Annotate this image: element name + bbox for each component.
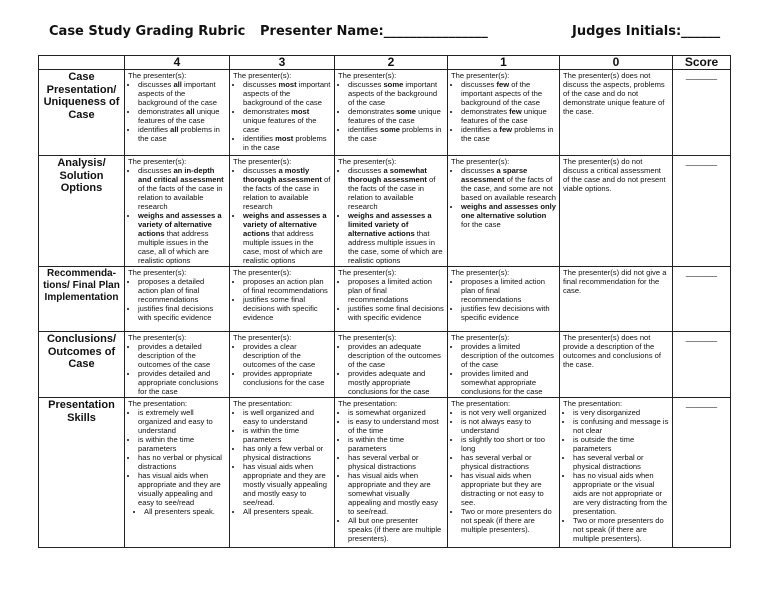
- cell-intro: The presenter(s):: [128, 157, 187, 166]
- item-text: proposes a limited action plan of final recommendations: [348, 277, 432, 304]
- item-text: provides appropriate conclusions for the case: [243, 369, 325, 387]
- criteria-list: [128, 408, 226, 516]
- criteria-item: [138, 304, 226, 322]
- criteria-list: [338, 166, 444, 265]
- criteria-item: [461, 342, 556, 369]
- criteria-item: [348, 304, 444, 322]
- criteria-item: [461, 507, 556, 534]
- rubric-cell: [230, 156, 335, 267]
- item-text: demonstrates: [348, 107, 397, 116]
- criteria-list: [451, 408, 556, 534]
- judges-initials-field: Judges Initials:______: [572, 24, 721, 39]
- rubric-cell: [448, 70, 560, 156]
- score-blank[interactable]: _______: [673, 267, 731, 332]
- item-text: is not always easy to understand: [461, 417, 532, 435]
- criteria-list: [128, 277, 226, 322]
- criteria-item: [144, 507, 226, 516]
- criteria-item: [243, 462, 331, 507]
- criteria-item: [461, 304, 556, 322]
- rubric-cell: [448, 332, 560, 398]
- cell-intro: The presenter(s) do not discuss a critical assessment of the case and do not present viable options.: [563, 157, 666, 193]
- rubric-row: [39, 398, 731, 548]
- cell-intro: The presenter(s):: [128, 71, 187, 80]
- item-text: important aspects of the background of the case: [243, 80, 331, 107]
- item-text: of the important aspects of the background of the case: [461, 80, 543, 107]
- criteria-item: [138, 369, 226, 396]
- item-text: identifies: [348, 125, 381, 134]
- rubric-row: [39, 156, 731, 267]
- item-text: is slightly too short or too long: [461, 435, 545, 453]
- criteria-item: [138, 453, 226, 471]
- score-column-header: Score: [673, 56, 731, 70]
- criteria-item: [138, 125, 226, 143]
- item-text: provides limited and somewhat appropriate conclusions for the case: [461, 369, 543, 396]
- criteria-item: [573, 417, 669, 435]
- cell-intro: The presenter(s):: [451, 71, 510, 80]
- criteria-item: [243, 211, 331, 265]
- criteria-item: [243, 277, 331, 295]
- rubric-title: Case Study Grading Rubric: [49, 24, 246, 39]
- item-text: has several verbal or physical distractions: [573, 453, 644, 471]
- criteria-item: [243, 295, 331, 322]
- item-text: Two or more presenters do not speak (if there are multiple presenters).: [573, 516, 664, 543]
- item-text: discusses: [348, 166, 384, 175]
- item-text: is very disorganized: [573, 408, 641, 417]
- emphasis-text: weighs and assesses a limited variety of alternative actions: [348, 211, 432, 238]
- item-text: discusses: [243, 80, 279, 89]
- rubric-cell: [335, 267, 448, 332]
- item-text: justifies few decisions with specific evidence: [461, 304, 550, 322]
- item-text: identifies a: [461, 125, 500, 134]
- criteria-item: [461, 369, 556, 396]
- criterion-label: Recommenda-tions/ Final Plan Implementation: [39, 267, 125, 332]
- item-text: identifies: [243, 134, 276, 143]
- emphasis-text: few: [496, 80, 510, 89]
- rubric-cell: [125, 267, 230, 332]
- score-blank[interactable]: _______: [673, 156, 731, 267]
- item-text: is outside the time parameters: [573, 435, 635, 453]
- emphasis-text: most: [278, 80, 297, 89]
- cell-intro: The presentation:: [233, 399, 293, 408]
- cell-intro: The presenter(s):: [233, 333, 292, 342]
- emphasis-text: all: [186, 107, 195, 116]
- emphasis-text: few: [499, 125, 513, 134]
- item-text: discusses: [461, 166, 497, 175]
- item-text: that address multiple issues in the case, some of which are realistic options: [348, 229, 443, 265]
- criteria-item: [243, 166, 331, 211]
- criteria-list: [128, 342, 226, 396]
- criteria-item: [138, 166, 226, 211]
- item-text: demonstrates: [461, 107, 510, 116]
- rubric-cell: [335, 332, 448, 398]
- criteria-item: [348, 277, 444, 304]
- item-text: is not very well organized: [461, 408, 547, 417]
- criteria-list: [338, 408, 444, 543]
- item-text: All but one presenter speaks (if there are multiple presenters).: [348, 516, 442, 543]
- criteria-item: [243, 134, 331, 152]
- column-header-1: 1: [448, 56, 560, 70]
- item-text: problems in the case: [348, 125, 442, 143]
- cell-intro: The presenter(s):: [233, 268, 292, 277]
- rubric-cell: [560, 70, 673, 156]
- criteria-item: [461, 125, 556, 143]
- cell-intro: The presenter(s):: [451, 333, 510, 342]
- criteria-item: [348, 107, 444, 125]
- cell-intro: The presentation:: [128, 399, 188, 408]
- item-text: Two or more presenters do not speak (if there are multiple presenters).: [461, 507, 552, 534]
- column-header-4: 4: [125, 56, 230, 70]
- criteria-item: [243, 342, 331, 369]
- item-text: identifies: [138, 125, 171, 134]
- item-text: important aspects of the background of the case: [348, 80, 438, 107]
- item-text: All presenters speak.: [243, 507, 314, 516]
- rubric-cell: [230, 70, 335, 156]
- item-text: for the case: [461, 220, 501, 229]
- criteria-item: [348, 408, 444, 417]
- item-text: of the facts of the case in relation to available research: [243, 175, 331, 211]
- item-text: has visual aids when appropriate and they are mostly visually appealing and mostly easy to see/read.: [243, 462, 327, 507]
- criteria-item: [573, 453, 669, 471]
- emphasis-text: weighs and assesses a variety of alternative actions: [138, 211, 222, 238]
- criteria-item: [461, 435, 556, 453]
- item-text: has visual aids when appropriate but they are distracting or not easy to see.: [461, 471, 544, 507]
- criterion-column-header: [39, 56, 125, 70]
- criteria-list: [451, 166, 556, 229]
- item-text: is well organized and easy to understand: [243, 408, 314, 426]
- item-text: is extremely well organized and easy to understand: [138, 408, 213, 435]
- item-text: that address multiple issues in the case, all of which are realistic options: [138, 229, 209, 265]
- criteria-item: [348, 80, 444, 107]
- score-blank[interactable]: _______: [673, 332, 731, 398]
- cell-intro: The presenter(s) does not discuss the aspects, problems of the case and do not demonstrate unique feature of the case.: [563, 71, 665, 116]
- criteria-item: [573, 435, 669, 453]
- criteria-item: [138, 211, 226, 265]
- emphasis-text: weighs and assesses a variety of alternative actions: [243, 211, 327, 238]
- cell-intro: The presenter(s) did not give a final recommendation for the case.: [563, 268, 667, 295]
- cell-intro: The presenter(s):: [233, 157, 292, 166]
- item-text: provides a clear description of the outcomes of the case: [243, 342, 316, 369]
- score-blank[interactable]: _______: [673, 398, 731, 548]
- rubric-cell: [448, 156, 560, 267]
- criteria-item: [573, 516, 669, 543]
- cell-intro: The presentation:: [338, 399, 398, 408]
- criteria-item: [573, 408, 669, 417]
- cell-intro: The presenter(s):: [451, 157, 510, 166]
- cell-intro: The presenter(s):: [338, 157, 397, 166]
- cell-intro: The presenter(s):: [338, 268, 397, 277]
- criteria-item: [138, 435, 226, 453]
- column-header-3: 3: [230, 56, 335, 70]
- rubric-row: [39, 332, 731, 398]
- criteria-list: [233, 342, 331, 387]
- criteria-item: [348, 125, 444, 143]
- item-text: unique features of the case: [348, 107, 441, 125]
- criteria-item: [348, 453, 444, 471]
- presenter-name-field: Presenter Name:________________: [260, 24, 488, 39]
- criteria-list: [563, 408, 669, 543]
- item-text: proposes an action plan of final recommendations: [243, 277, 328, 295]
- item-text: justifies some final decisions with specific evidence: [243, 295, 318, 322]
- item-text: unique features of the case: [243, 116, 317, 134]
- criteria-list: [338, 342, 444, 396]
- criteria-item: [243, 408, 331, 426]
- emphasis-text: an in-depth and critical assessment: [138, 166, 224, 184]
- criteria-list: [451, 80, 556, 143]
- item-text: has visual aids when appropriate and they are somewhat visually appealing and mostly easy to see/read.: [348, 471, 438, 516]
- header-row: [39, 56, 731, 70]
- criteria-item: [461, 417, 556, 435]
- criteria-item: [243, 507, 331, 516]
- item-text: demonstrates: [243, 107, 292, 116]
- criteria-list: [233, 408, 331, 516]
- criteria-list: [338, 80, 444, 143]
- rubric-cell: [560, 156, 673, 267]
- criteria-item: [348, 471, 444, 516]
- criteria-list: [451, 342, 556, 396]
- cell-intro: The presenter(s):: [128, 268, 187, 277]
- emphasis-text: few: [509, 107, 522, 116]
- criteria-item: [243, 80, 331, 107]
- rubric-cell: [560, 398, 673, 548]
- item-text: has only a few verbal or physical distractions: [243, 444, 324, 462]
- criteria-item: [348, 435, 444, 453]
- criteria-item: [461, 471, 556, 507]
- item-text: provides detailed and appropriate conclusions for the case: [138, 369, 219, 396]
- cell-intro: The presenter(s):: [233, 71, 292, 80]
- criteria-item: [348, 516, 444, 543]
- rubric-cell: [448, 398, 560, 548]
- item-text: is within the time parameters: [348, 435, 405, 453]
- criteria-item: [461, 408, 556, 417]
- item-text: that address multiple issues in the case, most of which are realistic options: [243, 229, 323, 265]
- item-text: of the facts of the case in relation to available research: [348, 175, 436, 211]
- criteria-item: [243, 369, 331, 387]
- criterion-label: Presentation Skills: [39, 398, 125, 548]
- item-text: has no verbal or physical distractions: [138, 453, 222, 471]
- item-text: unique features of the case: [461, 107, 547, 125]
- criteria-item: [348, 342, 444, 369]
- rubric-cell: [335, 156, 448, 267]
- criteria-item: [461, 80, 556, 107]
- emphasis-text: most: [275, 134, 294, 143]
- criteria-item: [138, 107, 226, 125]
- criteria-item: [138, 471, 226, 507]
- criteria-item: [348, 417, 444, 435]
- criteria-item: [461, 453, 556, 471]
- item-text: All presenters speak.: [144, 507, 215, 516]
- item-text: discusses: [138, 80, 174, 89]
- criteria-item: [461, 277, 556, 304]
- criteria-item: [243, 107, 331, 134]
- item-text: is within the time parameters: [243, 426, 300, 444]
- item-text: unique features of the case: [138, 107, 220, 125]
- cell-intro: The presenter(s):: [128, 333, 187, 342]
- item-text: has visual aids when appropriate and they are visually appealing and easy to see/read: [138, 471, 221, 507]
- rubric-cell: [560, 267, 673, 332]
- emphasis-text: some: [383, 80, 404, 89]
- emphasis-text: a sparse assessment: [461, 166, 528, 184]
- item-text: is confusing and message is not clear: [573, 417, 669, 435]
- criteria-list: [233, 80, 331, 152]
- emphasis-text: all: [170, 125, 179, 134]
- criteria-item: [243, 444, 331, 462]
- item-text: provides an adequate description of the outcomes of the case: [348, 342, 441, 369]
- criteria-list: [451, 277, 556, 322]
- criteria-item: [461, 202, 556, 229]
- rubric-cell: [125, 398, 230, 548]
- criterion-label: Conclusions/ Outcomes of Case: [39, 332, 125, 398]
- rubric-cell: [560, 332, 673, 398]
- item-text: problems in the case: [243, 134, 327, 152]
- criteria-list: [128, 80, 226, 143]
- item-text: is within the time parameters: [138, 435, 195, 453]
- criteria-item: [461, 166, 556, 202]
- column-header-0: 0: [560, 56, 673, 70]
- criteria-item: [138, 80, 226, 107]
- item-text: proposes a limited action plan of final recommendations: [461, 277, 545, 304]
- criteria-list: [233, 166, 331, 265]
- criteria-item: [348, 211, 444, 265]
- rubric-cell: [335, 398, 448, 548]
- rubric-cell: [335, 70, 448, 156]
- item-text: justifies some final decisions with specific evidence: [348, 304, 444, 322]
- criteria-list: [338, 277, 444, 322]
- rubric-cell: [125, 332, 230, 398]
- cell-intro: The presentation:: [563, 399, 623, 408]
- item-text: problems in the case: [461, 125, 554, 143]
- emphasis-text: weighs and assesses only one alternative solution: [461, 202, 556, 220]
- emphasis-text: most: [291, 107, 310, 116]
- emphasis-text: some: [396, 107, 416, 116]
- criteria-item: [138, 342, 226, 369]
- cell-intro: The presenter(s):: [338, 71, 397, 80]
- item-text: of the facts of the case, and some are not based on available research: [461, 175, 556, 202]
- criteria-list: [233, 277, 331, 322]
- item-text: has several verbal or physical distractions: [348, 453, 419, 471]
- item-text: discusses: [243, 166, 279, 175]
- rubric-cell: [230, 267, 335, 332]
- cell-intro: The presentation:: [451, 399, 511, 408]
- emphasis-text: some: [380, 125, 400, 134]
- criteria-item: [243, 426, 331, 444]
- page-header: [0, 24, 768, 46]
- rubric-row: [39, 70, 731, 156]
- criteria-list: [128, 166, 226, 265]
- item-text: has no visual aids when appropriate or the visual aids are not appropriate or are very distracting from the presentation.: [573, 471, 668, 516]
- cell-intro: The presenter(s):: [338, 333, 397, 342]
- item-text: has several verbal or physical distractions: [461, 453, 532, 471]
- item-text: provides adequate and mostly appropriate conclusions for the case: [348, 369, 430, 396]
- criteria-item: [348, 166, 444, 211]
- rubric-cell: [230, 398, 335, 548]
- emphasis-text: a somewhat thorough assessment: [348, 166, 427, 184]
- item-text: discusses: [461, 80, 497, 89]
- emphasis-text: a mostly thorough assessment: [243, 166, 322, 184]
- rubric-cell: [125, 156, 230, 267]
- rubric-cell: [448, 267, 560, 332]
- criteria-item: [461, 107, 556, 125]
- criterion-label: Analysis/ Solution Options: [39, 156, 125, 267]
- item-text: is easy to understand most of the time: [348, 417, 439, 435]
- rubric-table: [38, 55, 731, 548]
- score-blank[interactable]: _______: [673, 70, 731, 156]
- item-text: is somewhat organized: [348, 408, 426, 417]
- criterion-label: Case Presentation/ Uniqueness of Case: [39, 70, 125, 156]
- criteria-item: [138, 408, 226, 435]
- rubric-cell: [230, 332, 335, 398]
- criteria-item: [573, 471, 669, 516]
- rubric-cell: [125, 70, 230, 156]
- criteria-item: [348, 369, 444, 396]
- rubric-row: [39, 267, 731, 332]
- cell-intro: The presenter(s):: [451, 268, 510, 277]
- item-text: provides a detailed description of the outcomes of the case: [138, 342, 211, 369]
- item-text: of the facts of the case in relation to available research: [138, 184, 223, 211]
- item-text: provides a limited description of the outcomes of the case: [461, 342, 554, 369]
- item-text: problems in the case: [138, 125, 220, 143]
- item-text: demonstrates: [138, 107, 187, 116]
- emphasis-text: all: [173, 80, 182, 89]
- item-text: discusses: [348, 80, 384, 89]
- cell-intro: The presenter(s) does not provide a description of the outcomes and conclusions of the case.: [563, 333, 661, 369]
- criteria-item: [138, 277, 226, 304]
- item-text: discusses: [138, 166, 174, 175]
- item-text: important aspects of the background of the case: [138, 80, 217, 107]
- item-text: proposes a detailed action plan of final recommendations: [138, 277, 205, 304]
- item-text: justifies final decisions with specific evidence: [138, 304, 214, 322]
- column-header-2: 2: [335, 56, 448, 70]
